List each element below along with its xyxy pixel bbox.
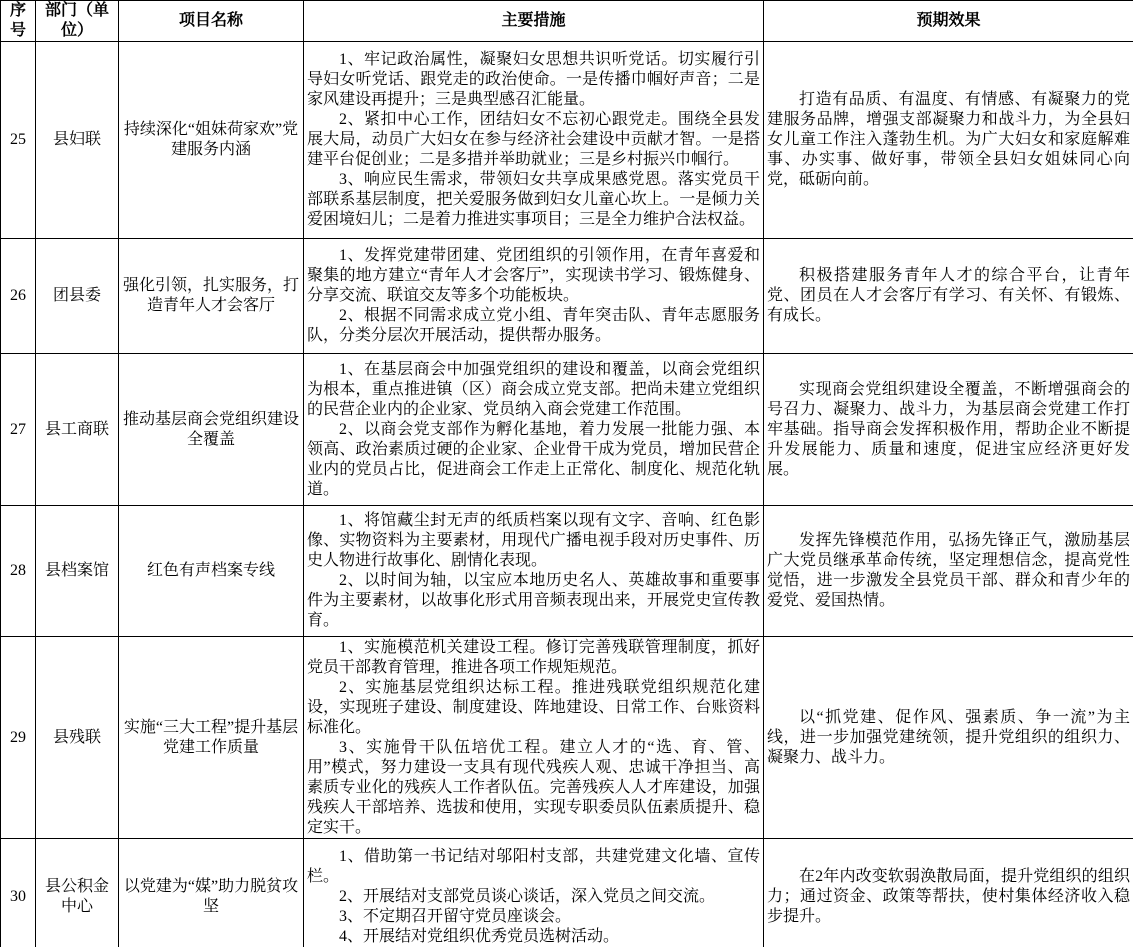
measures-paragraph: 1、实施模范机关建设工程。修订完善残联管理制度，抓好党员干部教育管理，推进各项工作规矩规范。 <box>307 638 760 676</box>
cell-row-number: 26 <box>1 239 36 354</box>
effects-paragraph: 发挥先锋模范作用，弘扬先锋正气，激励基层广大党员继承革命传统，坚定理想信念，提高党性觉悟，进一步激发全县党员干部、群众和青少年的爱党、爱国热情。 <box>767 532 1130 609</box>
cell-row-number: 28 <box>1 506 36 637</box>
measures-paragraph: 1、借助第一书记结对邬阳村支部，共建党建文化墙、宣传栏。 <box>307 847 760 885</box>
measures-paragraph: 2、以商会党支部作为孵化基地，着力发展一批能力强、本领高、政治素质过硬的企业家、企业骨干成为党员，增加民营企业内的党员占比，促进商会工作走上正常化、制度化、规范化轨道。 <box>307 420 760 498</box>
effects-paragraph: 实现商会党组织建设全覆盖，不断增强商会的号召力、凝聚力、战斗力，为基层商会党建工作打牢基础。指导商会发挥积极作用，帮助企业不断提升发展能力、质量和速度，促进宝应经济更好发展。 <box>767 380 1130 478</box>
measures-paragraph: 2、实施基层党组织达标工程。推进残联党组织规范化建设，实现班子建设、制度建设、阵地建设、日常工作、台账资料标准化。 <box>307 678 760 736</box>
table-row <box>1 506 1133 637</box>
cell-expected-effects <box>764 239 1133 354</box>
cell-department: 县残联 <box>36 637 119 839</box>
cell-project-name: 推动基层商会党组织建设全覆盖 <box>119 354 304 506</box>
table-row <box>1 839 1133 947</box>
measures-paragraph: 3、不定期召开留守党员座谈会。 <box>339 907 572 925</box>
header-cell-measures: 主要措施 <box>304 1 764 42</box>
header-cell-dept: 部门（单位） <box>36 1 119 42</box>
measures-paragraph: 2、根据不同需求成立党小组、青年突击队、青年志愿服务队，分类分层次开展活动，提供帮办服务。 <box>307 307 760 344</box>
cell-row-number: 25 <box>1 42 36 239</box>
cell-expected-effects <box>764 839 1133 947</box>
effects-paragraph: 以“抓党建、促作风、强素质、争一流”为主线，进一步加强党建统领，提升党组织的组织力、凝聚力、战斗力。 <box>767 708 1130 766</box>
header-cell-effects: 预期效果 <box>764 1 1133 42</box>
measures-paragraph: 2、开展结对支部党员谈心谈话，深入党员之间交流。 <box>339 887 716 905</box>
cell-measures <box>304 839 764 947</box>
table-row <box>1 239 1133 354</box>
header-cell-project: 项目名称 <box>119 1 304 42</box>
measures-paragraph: 1、将馆藏尘封无声的纸质档案以现有文字、音响、红色影像、实物资料为主要素材，用现代广播电视手段对历史事件、历史人物进行故事化、剧情化表现。 <box>307 512 760 569</box>
cell-expected-effects <box>764 42 1133 239</box>
effects-paragraph: 打造有品质、有温度、有情感、有凝聚力的党建服务品牌，增强支部凝聚力和战斗力，为全县妇女儿童工作注入蓬勃生机。为广大妇女和家庭解难事、办实事、做好事，带领全县妇女姐妹同心向党，砥砺向前。 <box>767 91 1130 188</box>
cell-row-number: 27 <box>1 354 36 506</box>
cell-measures <box>304 506 764 637</box>
effects-paragraph: 积极搭建服务青年人才的综合平台，让青年党、团员在人才会客厅有学习、有关怀、有锻炼、有成长。 <box>767 267 1130 324</box>
header-cell-no: 序号 <box>1 1 36 42</box>
cell-measures <box>304 239 764 354</box>
cell-department: 县公积金中心 <box>36 839 119 947</box>
measures-paragraph: 2、以时间为轴，以宝应本地历史名人、英雄故事和重要事件为主要素材，以故事化形式用音频表现出来，开展党史宣传教育。 <box>307 572 760 629</box>
cell-project-name: 红色有声档案专线 <box>119 506 304 637</box>
cell-department: 县档案馆 <box>36 506 119 637</box>
cell-row-number: 29 <box>1 637 36 839</box>
measures-paragraph: 3、响应民生需求，带领妇女共享成果感党恩。落实党员干部联系基层制度，把关爱服务做到妇女儿童心坎上。一是倾力关爱困境妇儿；二是着力推进实事项目；三是全力维护合法权益。 <box>307 171 760 228</box>
table-row <box>1 42 1133 239</box>
cell-row-number: 30 <box>1 839 36 947</box>
measures-paragraph: 4、开展结对党组织优秀党员选树活动。 <box>339 927 620 945</box>
measures-paragraph: 1、发挥党建带团建、党团组织的引领作用，在青年喜爱和聚集的地方建立“青年人才会客厅”，实现读书学习、锻炼健身、分享交流、联谊交友等多个功能板块。 <box>307 247 760 304</box>
cell-measures <box>304 637 764 839</box>
cell-project-name: 实施“三大工程”提升基层党建工作质量 <box>119 637 304 839</box>
cell-department: 县妇联 <box>36 42 119 239</box>
measures-paragraph: 1、牢记政治属性，凝聚妇女思想共识听党话。切实履行引导妇女听党话、跟党走的政治使命。一是传播巾帼好声音；二是家风建设再提升；三是典型感召汇能量。 <box>307 51 760 108</box>
cell-expected-effects <box>764 506 1133 637</box>
measures-paragraph: 3、实施骨干队伍培优工程。建立人才的“选、育、管、用”模式，努力建设一支具有现代残疾人观、忠诚干净担当、高素质专业化的残疾人工作者队伍。完善残疾人人才库建设，加强残疾人干部培养、选拔和使用，实现专职委员队伍素质提升、稳定实干。 <box>307 738 760 836</box>
cell-measures <box>304 354 764 506</box>
header-row <box>1 1 1133 42</box>
table-row <box>1 637 1133 839</box>
cell-department: 县工商联 <box>36 354 119 506</box>
cell-expected-effects <box>764 637 1133 839</box>
cell-expected-effects <box>764 354 1133 506</box>
cell-project-name: 持续深化“姐妹荷家欢”党建服务内涵 <box>119 42 304 239</box>
cell-project-name: 强化引领，扎实服务，打造青年人才会客厅 <box>119 239 304 354</box>
effects-paragraph: 在2年内改变软弱涣散局面，提升党组织的组织力；通过资金、政策等帮扶，使村集体经济收入稳步提升。 <box>767 867 1130 925</box>
table-row <box>1 354 1133 506</box>
cell-measures <box>304 42 764 239</box>
measures-paragraph: 2、紧扣中心工作，团结妇女不忘初心跟党走。围绕全县发展大局，动员广大妇女在参与经济社会建设中贡献才智。一是搭建平台促创业；二是多措并举助就业；三是乡村振兴巾帼行。 <box>307 111 760 168</box>
cell-department: 团县委 <box>36 239 119 354</box>
cell-project-name: 以党建为“媒”助力脱贫攻坚 <box>119 839 304 947</box>
measures-paragraph: 1、在基层商会中加强党组织的建设和覆盖，以商会党组织为根本，重点推进镇（区）商会成立党支部。把尚未建立党组织的民营企业内的企业家、党员纳入商会党建工作范围。 <box>307 360 760 418</box>
